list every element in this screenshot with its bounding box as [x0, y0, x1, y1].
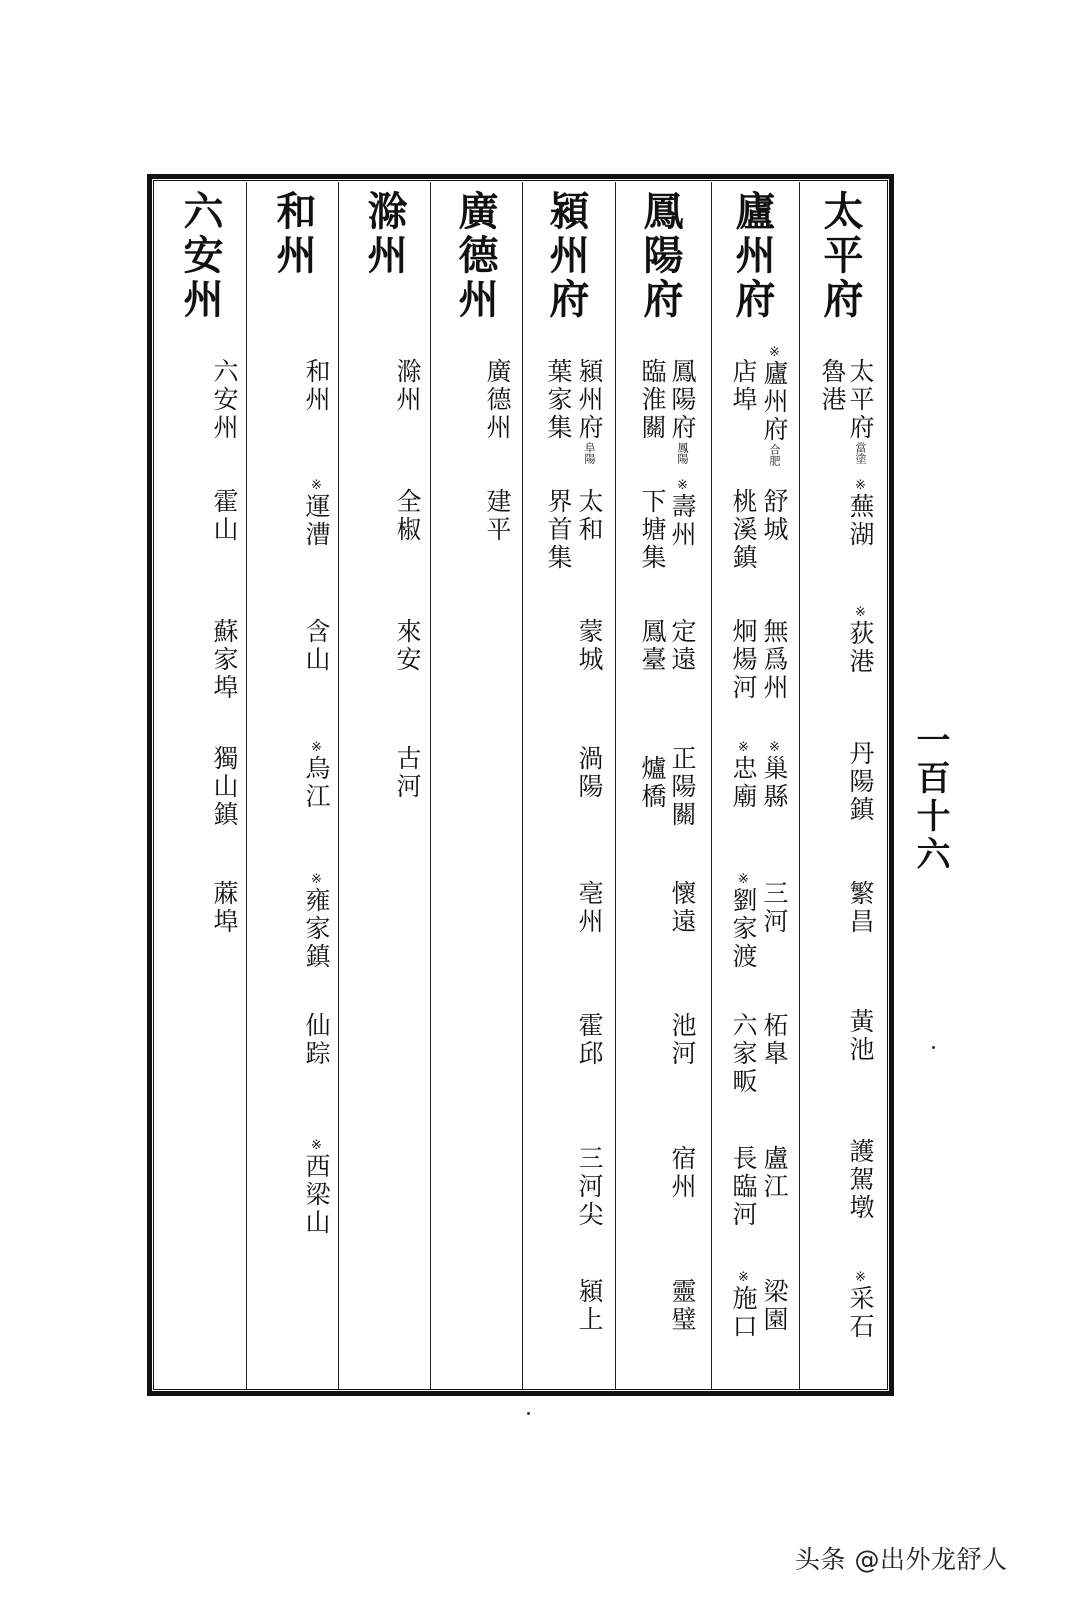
place-name: 繁昌: [846, 880, 875, 936]
place-name: 建平: [483, 488, 512, 544]
paper-speck: [932, 1046, 935, 1049]
place-name: 桃溪鎮: [729, 488, 758, 572]
place-name: 護駕墩: [846, 1138, 875, 1222]
place-name: 亳州: [575, 880, 604, 936]
place-name: 仙踪: [302, 1012, 331, 1068]
column-divider: [799, 182, 800, 1389]
place-name: 蔴埠: [210, 880, 239, 936]
place-name: 店埠: [729, 358, 758, 414]
prefecture-heading: 滁州: [361, 190, 408, 278]
prefecture-heading: 鳳陽府: [637, 190, 684, 322]
place-name: 下塘集: [638, 488, 667, 572]
place-name: 舒城: [760, 488, 789, 544]
place-name: 正陽關: [668, 745, 697, 829]
prefecture-heading: 和州: [270, 190, 317, 278]
place-name: 爐橋: [638, 755, 667, 811]
place-name: 滁州: [393, 358, 422, 414]
place-name: ※雍家鎮: [302, 872, 331, 971]
place-name: 全椒: [393, 488, 422, 544]
place-name: 葉家集: [544, 358, 573, 442]
place-name: 六安州: [210, 358, 239, 442]
place-name: 潁州府阜陽: [575, 358, 604, 464]
place-name: 和州: [302, 358, 331, 414]
column-divider: [430, 182, 431, 1389]
place-name: 蘇家埠: [210, 618, 239, 702]
watermark: 头条 @出外龙舒人: [795, 1545, 1008, 1574]
place-name: 三河尖: [575, 1145, 604, 1229]
place-name: 鳳臺: [638, 618, 667, 674]
column-divider: [338, 182, 339, 1389]
place-name: ※西梁山: [302, 1138, 331, 1237]
place-name: ※荻港: [846, 605, 875, 676]
place-name: ※劉家渡: [729, 872, 758, 971]
place-name: 靈璧: [668, 1278, 697, 1334]
place-name: ※巢縣: [760, 740, 789, 811]
page-number: 一百十六: [910, 722, 950, 874]
place-name: 太和: [575, 488, 604, 544]
place-name: 魯港: [818, 358, 847, 414]
column-divider: [246, 182, 247, 1389]
place-name: 懷遠: [668, 880, 697, 936]
place-name: 梁園: [760, 1278, 789, 1334]
place-name: ※忠廟: [729, 740, 758, 811]
place-name: 六家畈: [729, 1012, 758, 1096]
prefecture-heading: 太平府: [817, 190, 864, 322]
prefecture-heading: 廣德州: [452, 190, 499, 322]
place-name: 廣德州: [483, 358, 512, 442]
place-name: 渦陽: [575, 745, 604, 801]
place-name: 來安: [393, 618, 422, 674]
place-name: 霍山: [210, 488, 239, 544]
place-name: 太平府當塗: [846, 358, 875, 464]
place-name: ※蕪湖: [846, 478, 875, 549]
place-name: 獨山鎮: [210, 745, 239, 829]
paper-speck: [527, 1412, 530, 1415]
place-name: 炯煬河: [729, 618, 758, 702]
place-name: 三河: [760, 880, 789, 936]
place-name: 盧江: [760, 1145, 789, 1201]
place-name: ※采石: [846, 1270, 875, 1341]
place-name: ※烏江: [302, 740, 331, 811]
place-name: 臨淮關: [638, 358, 667, 442]
place-name: 宿州: [668, 1145, 697, 1201]
column-divider: [711, 182, 712, 1389]
place-name: 柘臯: [760, 1012, 789, 1068]
place-name: 含山: [302, 618, 331, 674]
place-name: 無爲州: [760, 618, 789, 702]
place-name: 長臨河: [729, 1145, 758, 1229]
place-name: 潁上: [575, 1278, 604, 1334]
column-divider: [522, 182, 523, 1389]
place-name: ※壽州: [668, 478, 697, 549]
column-divider: [615, 182, 616, 1389]
place-name: 蒙城: [575, 618, 604, 674]
place-name: ※施口: [729, 1270, 758, 1341]
place-name: 丹陽鎮: [846, 740, 875, 824]
place-name: 界首集: [544, 488, 573, 572]
place-name: ※廬州府合肥: [760, 345, 789, 466]
place-name: 池河: [668, 1012, 697, 1068]
prefecture-heading: 廬州府: [729, 190, 776, 322]
place-name: 定遠: [668, 618, 697, 674]
place-name: ※運漕: [302, 478, 331, 549]
prefecture-heading: 潁州府: [543, 190, 590, 322]
place-name: 黃池: [846, 1008, 875, 1064]
place-name: 霍邱: [575, 1012, 604, 1068]
place-name: 古河: [393, 745, 422, 801]
place-name: 鳳陽府鳳陽: [668, 358, 697, 464]
prefecture-heading: 六安州: [177, 190, 224, 322]
